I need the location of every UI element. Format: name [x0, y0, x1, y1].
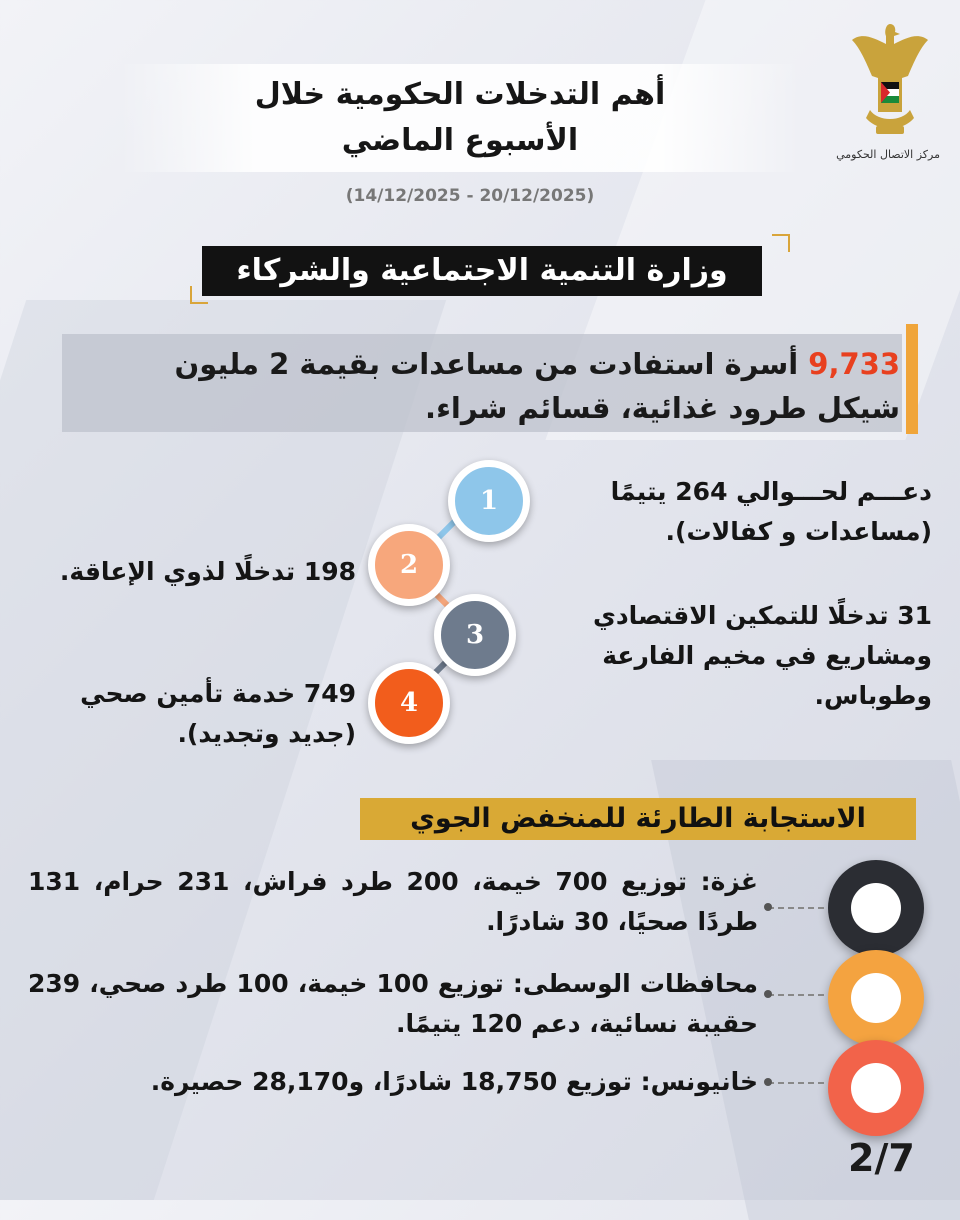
- highlight-accent-bar: [906, 324, 918, 434]
- title-line-1: أهم التدخلات الحكومية خلال: [254, 77, 666, 112]
- eagle-emblem-icon: [848, 18, 932, 146]
- item-text-4: 749 خدمة تأمين صحي (جديد وتجديد).: [80, 679, 356, 748]
- step-circle-2: 2: [368, 524, 450, 606]
- logo: [836, 18, 940, 161]
- ring-marker-2: [828, 950, 924, 1046]
- item-text-1: دعـــم لحـــوالي 264 يتيمًا (مساعدات و كفالات).: [610, 477, 932, 546]
- title-line-2: الأسبوع الماضي: [341, 123, 579, 158]
- page-title: [120, 64, 800, 172]
- logo-caption: مركز الاتصال الحكومي: [836, 148, 940, 161]
- highlight-description: أسرة استفادت من مساعدات بقيمة 2 مليون شيكل طرود غذائية، قسائم شراء.: [174, 347, 900, 425]
- item-text-2: 198 تدخلًا لذوي الإعاقة.: [59, 557, 356, 586]
- step-circle-1: 1: [448, 460, 530, 542]
- section-title-ministry: وزارة التنمية الاجتماعية والشركاء: [202, 246, 762, 296]
- step-circle-4: 4: [368, 662, 450, 744]
- highlight-text: [100, 342, 900, 430]
- section-title-emergency: الاستجابة الطارئة للمنخفض الجوي: [360, 798, 916, 840]
- date-range: (14/12/2025 - 20/12/2025): [345, 186, 595, 206]
- item-text-3: 31 تدخلًا للتمكين الاقتصادي ومشاريع في مخيم الفارعة وطوباس.: [592, 601, 932, 710]
- response-khan-younis: خانيونس: توزيع 18,750 شادرًا، و28,170 حصيرة.: [150, 1067, 758, 1096]
- page-number: 2/7: [848, 1136, 915, 1180]
- dashed-connector: [768, 994, 824, 996]
- response-gaza: غزة: توزيع 700 خيمة، 200 طرد فراش، 231 حرام، 131 طردًا صحيًا، 30 شادرًا.: [28, 867, 758, 936]
- ring-marker-1: [828, 860, 924, 956]
- connector-dot: [764, 1078, 772, 1086]
- highlight-number: 9,733: [808, 347, 900, 381]
- ring-marker-3: [828, 1040, 924, 1136]
- corner-decoration: [772, 234, 790, 252]
- title-band: [120, 64, 800, 172]
- dashed-connector: [768, 907, 824, 909]
- connector-dot: [764, 903, 772, 911]
- step-circle-3: 3: [434, 594, 516, 676]
- dashed-connector: [768, 1082, 824, 1084]
- connector-dot: [764, 990, 772, 998]
- response-middle-governorates: محافظات الوسطى: توزيع 100 خيمة، 100 طرد صحي، 239 حقيبة نسائية، دعم 120 يتيمًا.: [28, 969, 758, 1038]
